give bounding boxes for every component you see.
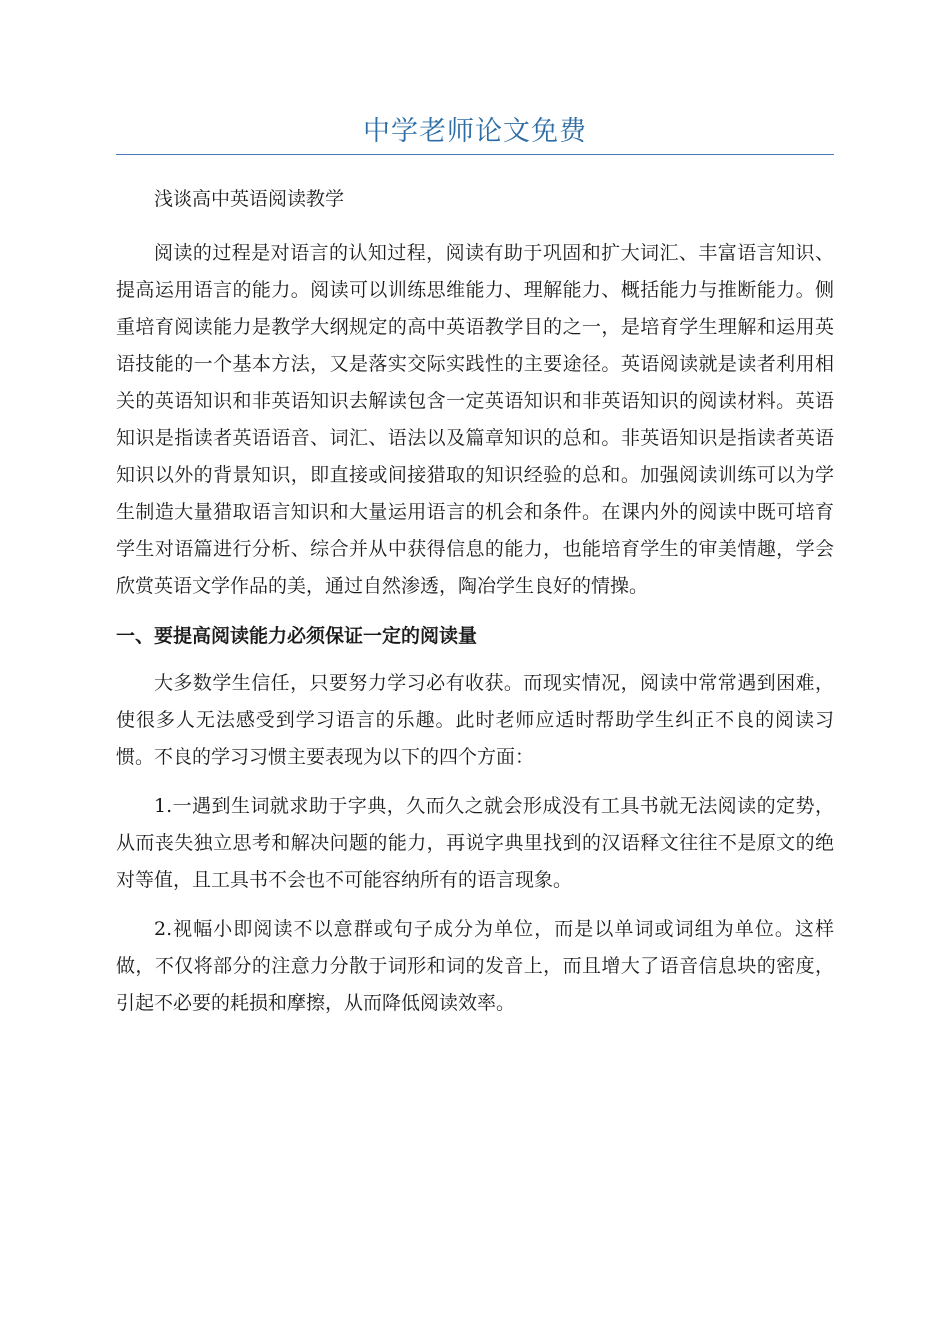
list-item-1: 1.一遇到生词就求助于字典，久而久之就会形成没有工具书就无法阅读的定势，从而丧失独立思考和解决问题的能力，再说字典里找到的汉语释文往往不是原文的绝对等值，且工具书不会也不可能容纳所有的语言现象。 [116,795,834,891]
document-title: 中学老师论文免费 [116,112,834,155]
section-body-paragraph: 大多数学生信任，只要努力学习必有收获。而现实情况，阅读中常常遇到困难，使很多人无法感受到学习语言的乐趣。此时老师应适时帮助学生纠正不良的阅读习惯。不良的学习习惯主要表现为以下的四个方面： [116,672,834,768]
list-item-2: 2.视幅小即阅读不以意群或句子成分为单位，而是以单词或词组为单位。这样做，不仅将部分的注意力分散于词形和词的发音上，而且增大了语音信息块的密度，引起不必要的耗损和摩擦，从而降低阅读效率。 [116,918,834,1014]
document-page [116,112,834,1022]
intro-paragraph: 阅读的过程是对语言的认知过程，阅读有助于巩固和扩大词汇、丰富语言知识、提高运用语言的能力。阅读可以训练思维能力、理解能力、概括能力与推断能力。侧重培育阅读能力是教学大纲规定的高中英语教学目的之一，是培育学生理解和运用英语技能的一个基本方法，又是落实交际实践性的主要途径。英语阅读就是读者利用相关的英语知识和非英语知识去解读包含一定英语知识和非英语知识的阅读材料。英语知识是指读者英语语音、词汇、语法以及篇章知识的总和。非英语知识是指读者英语知识以外的背景知识，即直接或间接猎取的知识经验的总和。加强阅读训练可以为学生制造大量猎取语言知识和大量运用语言的机会和条件。在课内外的阅读中既可培育学生对语篇进行分析、综合并从中获得信息的能力，也能培育学生的审美情趣，学会欣赏英语文学作品的美，通过自然渗透，陶冶学生良好的情操。 [116,242,834,597]
article-subtitle: 浅谈高中英语阅读教学 [154,188,345,210]
section-heading: 一、要提高阅读能力必须保证一定的阅读量 [116,625,478,647]
